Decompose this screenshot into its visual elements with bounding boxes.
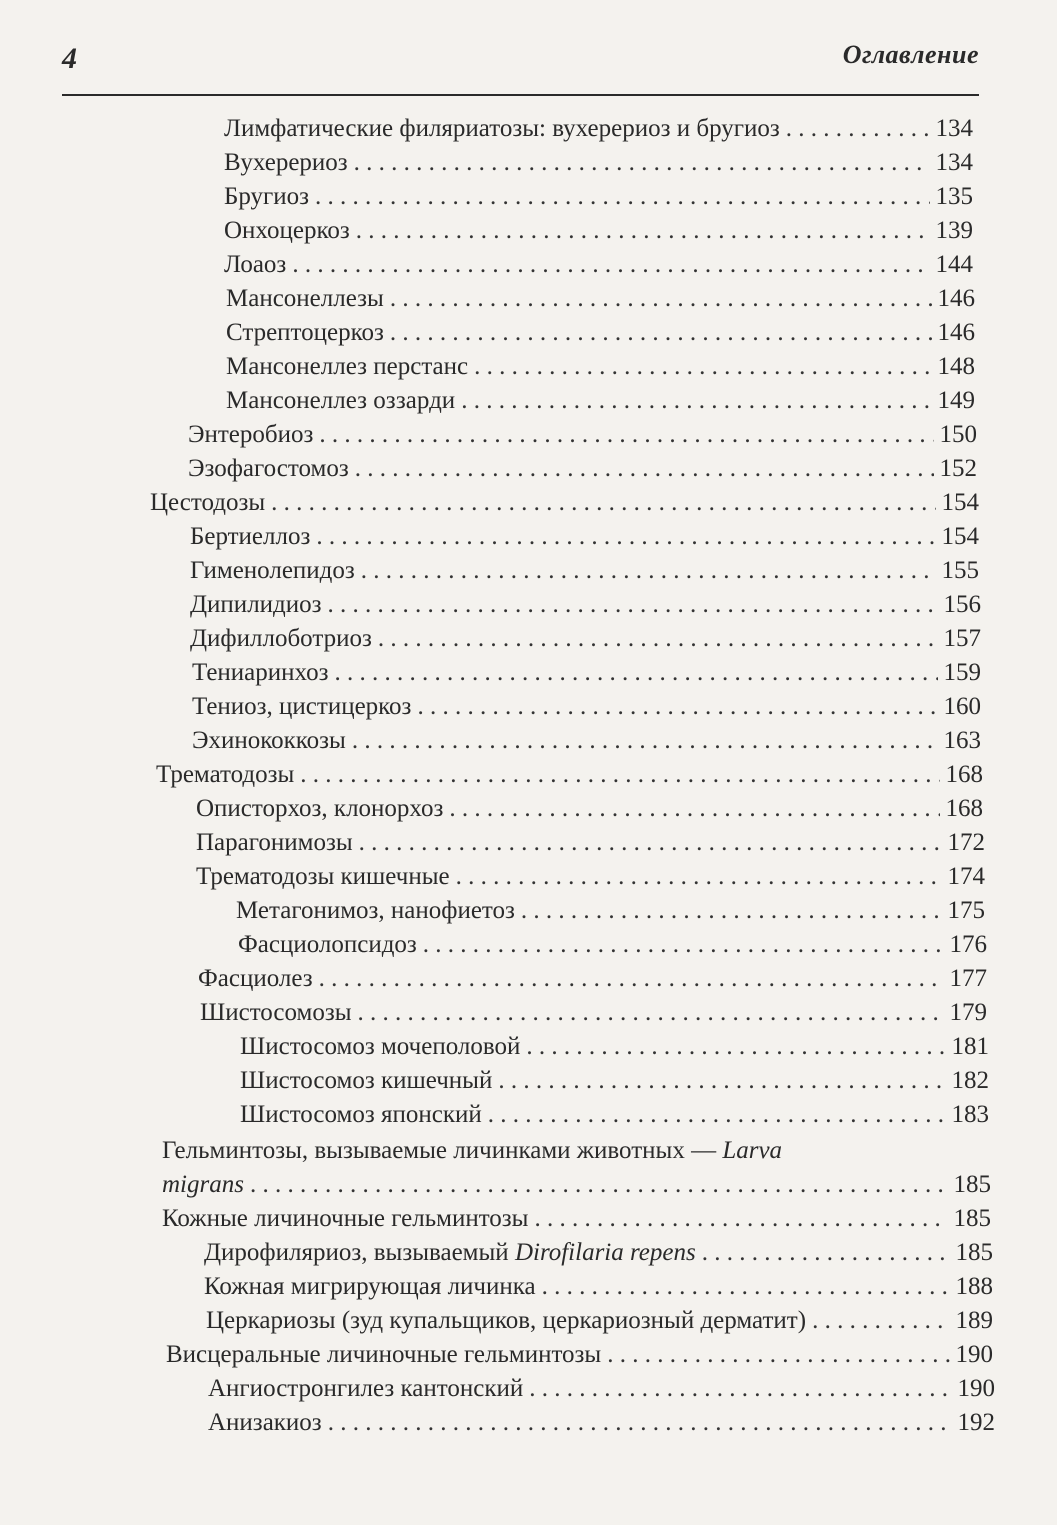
toc-entry-title: Энтеробиоз — [188, 421, 314, 448]
toc-entry[interactable] — [236, 894, 985, 928]
toc-entry-title: Тениоз, цистицеркоз — [192, 693, 412, 720]
dot-leader — [417, 690, 937, 724]
toc-entry-page: 183 — [951, 1101, 989, 1128]
toc-entry[interactable] — [192, 724, 981, 758]
toc-entry-page: 168 — [945, 761, 983, 788]
toc-entry[interactable] — [162, 1202, 991, 1236]
toc-entry-title: Тениаринхоз — [192, 659, 329, 686]
toc-entry-title: Дирофиляриоз, вызываемый — [204, 1239, 515, 1266]
toc-entry-title: Эзофагостомоз — [188, 455, 349, 482]
toc-entry-title: Церкариозы (зуд купальщиков, церкариозный дерматит) — [206, 1307, 807, 1334]
toc-entry-title: Вухерериоз — [224, 149, 348, 176]
toc-entry-page: 185 — [953, 1171, 991, 1198]
toc-entry-title: Мансонеллез перстанс — [226, 353, 469, 380]
dot-leader — [352, 724, 938, 758]
dot-leader — [542, 1270, 950, 1304]
toc-entry[interactable] — [238, 928, 987, 962]
dot-leader — [359, 826, 942, 860]
toc-entry-page: 190 — [955, 1341, 993, 1368]
toc-entry-title: Фасциолопсидоз — [238, 931, 417, 958]
toc-entry-title: Бертиеллоз — [190, 523, 311, 550]
toc-entry-page: 154 — [941, 523, 979, 550]
page-number: 4 — [62, 42, 77, 75]
toc-entry[interactable] — [188, 418, 977, 452]
toc-entry[interactable] — [204, 1236, 993, 1270]
dot-leader — [358, 996, 944, 1030]
dot-leader — [521, 894, 942, 928]
dot-leader — [461, 384, 931, 418]
toc-entry[interactable] — [156, 758, 983, 792]
toc-entry-page: 148 — [937, 353, 975, 380]
running-title: Оглавление — [842, 40, 979, 69]
toc-entry[interactable] — [240, 1030, 989, 1064]
toc-entry-title: Лоаоз — [224, 251, 287, 278]
toc-entry-title: Мансонеллез оззарди — [226, 387, 456, 414]
toc-entry-title: Кожные личиночные гельминтозы — [162, 1205, 529, 1232]
toc-entry-page: 139 — [935, 217, 973, 244]
dot-leader — [319, 418, 933, 452]
toc-entry-page: 177 — [949, 965, 987, 992]
toc-entry-title: Стрептоцеркоз — [226, 319, 384, 346]
dot-leader — [334, 656, 937, 690]
toc-entry[interactable] — [226, 384, 975, 418]
toc-entry[interactable] — [162, 1168, 991, 1202]
toc-entry-page: 157 — [943, 625, 981, 652]
dot-leader — [390, 316, 932, 350]
toc-entry-title: Фасциолез — [198, 965, 313, 992]
toc-entry-page: 185 — [955, 1239, 993, 1266]
toc-entry-page: 135 — [935, 183, 973, 210]
toc-entry-page: 174 — [947, 863, 985, 890]
toc-entry[interactable] — [190, 520, 979, 554]
toc-entry-page: 154 — [941, 489, 979, 516]
toc-entry-title: Кожная мигрирующая личинка — [204, 1273, 536, 1300]
toc-entry[interactable] — [188, 452, 977, 486]
toc-entry-title: Шистосомоз японский — [240, 1101, 482, 1128]
dot-leader — [456, 860, 942, 894]
toc-entry-page: 134 — [935, 115, 973, 142]
toc-entry-title: Гельминтозы, вызываемые личинками животных — — [162, 1137, 723, 1164]
toc-entry-title: Лимфатические филяриатозы: вухерериоз и бругиоз — [224, 115, 780, 142]
toc-entry[interactable] — [224, 112, 973, 146]
toc-entry[interactable] — [226, 350, 975, 384]
dot-leader — [786, 112, 930, 146]
dot-leader — [356, 214, 930, 248]
toc-entry-page: 146 — [937, 285, 975, 312]
toc-entry-title: Трематодозы кишечные — [196, 863, 450, 890]
toc-entry[interactable] — [196, 860, 985, 894]
toc-entry-page: 175 — [947, 897, 985, 924]
dot-leader — [702, 1236, 950, 1270]
toc-entry-title: Описторхоз, клонорхоз — [196, 795, 444, 822]
toc-entry-page: 144 — [935, 251, 973, 278]
dot-leader — [315, 180, 929, 214]
toc-entry-title: Эхинококкозы — [192, 727, 346, 754]
toc-entry-page: 179 — [949, 999, 987, 1026]
toc-entry-title: Бругиоз — [224, 183, 310, 210]
toc-entry-page: 156 — [943, 591, 981, 618]
dot-leader — [355, 452, 934, 486]
toc-entry[interactable] — [200, 996, 987, 1030]
toc-entry-title: Цестодозы — [150, 489, 266, 516]
toc-entry-page: 185 — [953, 1205, 991, 1232]
page-header — [62, 34, 979, 96]
dot-leader — [423, 928, 944, 962]
toc-entry-title-italic: migrans — [162, 1171, 244, 1198]
toc-entry-title: Шистосомоз мочеполовой — [240, 1033, 521, 1060]
toc-entry[interactable] — [150, 486, 979, 520]
toc-entry-title: Шистосомозы — [200, 999, 352, 1026]
toc-entry-title: Шистосомоз кишечный — [240, 1067, 493, 1094]
toc-entry[interactable] — [224, 180, 973, 214]
toc-entry-page: 152 — [939, 455, 977, 482]
toc-entry[interactable] — [190, 622, 981, 656]
toc-entry-title: Дифиллоботриоз — [190, 625, 372, 652]
toc-entry[interactable] — [208, 1406, 995, 1440]
toc-entry[interactable] — [224, 214, 973, 248]
toc-entry-page: 172 — [947, 829, 985, 856]
toc-entry-title: Онхоцеркоз — [224, 217, 350, 244]
dot-leader — [378, 622, 938, 656]
toc-entry[interactable] — [204, 1270, 993, 1304]
toc-entry-page: 163 — [943, 727, 981, 754]
dot-leader — [390, 282, 932, 316]
toc-entry-page: 188 — [955, 1273, 993, 1300]
dot-leader — [328, 1406, 952, 1440]
toc-entry-title-italic: Dirofilaria repens — [514, 1239, 696, 1266]
dot-leader — [300, 758, 939, 792]
toc-entry-title: Метагонимоз, нанофиетоз — [236, 897, 515, 924]
toc-entry[interactable] — [196, 826, 985, 860]
toc-entry[interactable] — [166, 1338, 993, 1372]
dot-leader — [607, 1338, 949, 1372]
toc-entry-title: Дипилидиоз — [190, 591, 322, 618]
toc-entry[interactable] — [226, 282, 975, 316]
toc-entry-page: 150 — [939, 421, 977, 448]
toc-entry[interactable] — [190, 554, 979, 588]
dot-leader — [449, 792, 939, 826]
toc-entry-title: Висцеральные личиночные гельминтозы — [166, 1341, 602, 1368]
toc-entry[interactable] — [208, 1372, 995, 1406]
toc-entry-title: Парагонимозы — [196, 829, 353, 856]
toc-entry-page: 159 — [943, 659, 981, 686]
toc-entry-page: 189 — [955, 1307, 993, 1334]
toc-entry-page: 182 — [951, 1067, 989, 1094]
dot-leader — [250, 1168, 948, 1202]
toc-entry-page: 155 — [941, 557, 979, 584]
dot-leader — [354, 146, 930, 180]
dot-leader — [361, 554, 936, 588]
dot-leader — [292, 248, 929, 282]
toc-entry[interactable] — [196, 792, 983, 826]
toc-entry-title: Анизакиоз — [208, 1409, 322, 1436]
dot-leader — [526, 1030, 945, 1064]
toc-entry[interactable] — [224, 248, 973, 282]
toc-entry-title: Мансонеллезы — [226, 285, 384, 312]
toc-entry-title-italic: Larva — [722, 1137, 783, 1164]
toc-entry-title: Ангиостронгилез кантонский — [208, 1375, 524, 1402]
toc-entry-wrapped-line[interactable] — [162, 1134, 782, 1168]
toc-entry-page: 149 — [937, 387, 975, 414]
toc-entry-page: 190 — [957, 1375, 995, 1402]
toc-entry-page: 192 — [957, 1409, 995, 1436]
toc-entry[interactable] — [206, 1304, 993, 1338]
dot-leader — [328, 588, 938, 622]
dot-leader — [474, 350, 931, 384]
toc-entry[interactable] — [240, 1098, 989, 1132]
toc-entry[interactable] — [192, 656, 981, 690]
toc-entry-page: 160 — [943, 693, 981, 720]
toc-entry-page: 181 — [951, 1033, 989, 1060]
toc-entry[interactable] — [224, 146, 973, 180]
toc-entry[interactable] — [240, 1064, 989, 1098]
toc-entry[interactable] — [190, 588, 981, 622]
dot-leader — [319, 962, 944, 996]
toc-entry-page: 146 — [937, 319, 975, 346]
toc-entry[interactable] — [198, 962, 987, 996]
toc-entry-page: 176 — [949, 931, 987, 958]
toc-entry-title: Трематодозы — [156, 761, 295, 788]
toc-entry-title: Гименолепидоз — [190, 557, 355, 584]
dot-leader — [534, 1202, 947, 1236]
toc-entry[interactable] — [226, 316, 975, 350]
toc-entry[interactable] — [192, 690, 981, 724]
dot-leader — [812, 1304, 949, 1338]
dot-leader — [316, 520, 935, 554]
dot-leader — [271, 486, 935, 520]
toc-entry-page: 168 — [945, 795, 983, 822]
dot-leader — [488, 1098, 946, 1132]
dot-leader — [529, 1372, 951, 1406]
toc-entry-page: 134 — [935, 149, 973, 176]
dot-leader — [498, 1064, 945, 1098]
